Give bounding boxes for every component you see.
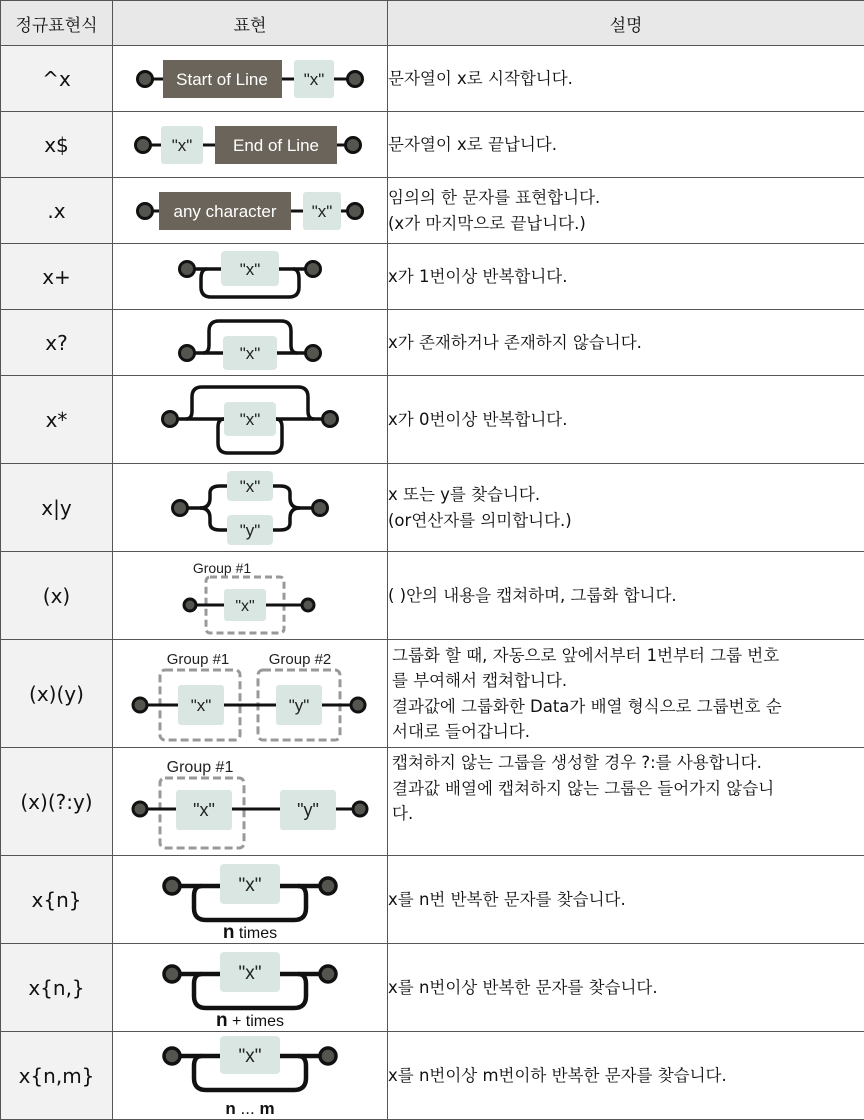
x-token: "x" bbox=[171, 135, 193, 155]
pattern-cell: x{n,m} bbox=[1, 1032, 113, 1120]
description-line: 를 부여해서 캡쳐합니다. bbox=[392, 671, 568, 690]
description-line: (or연산자를 의미합니다.) bbox=[388, 510, 572, 530]
pattern-cell: x* bbox=[1, 376, 113, 464]
group-1-label: Group #1 bbox=[166, 758, 234, 776]
dots-label: ... bbox=[235, 1098, 260, 1118]
n-label: n bbox=[225, 1098, 236, 1118]
x-token: "x" bbox=[239, 259, 261, 279]
description-cell bbox=[388, 46, 864, 112]
m-label: m bbox=[259, 1098, 275, 1118]
pattern-cell: x? bbox=[1, 310, 113, 376]
pattern-cell: (x)(y) bbox=[1, 640, 113, 748]
description-cell bbox=[388, 552, 864, 640]
railroad-diagram bbox=[130, 646, 370, 742]
table-row bbox=[1, 1032, 864, 1120]
table-row bbox=[1, 856, 864, 944]
plus-times-label: + times bbox=[227, 1012, 285, 1030]
description-cell bbox=[388, 376, 864, 464]
railroad-diagram bbox=[135, 187, 365, 235]
any-character-label: any character bbox=[173, 201, 277, 221]
group-1-label: Group #1 bbox=[166, 650, 230, 668]
description-cell bbox=[388, 944, 864, 1032]
x-token: "x" bbox=[190, 695, 212, 715]
pattern-cell: (x)(?:y) bbox=[1, 748, 113, 856]
description-line: 문자열이 x로 시작합니다. bbox=[388, 68, 573, 88]
description-line: x를 n번이상 m번이하 반복한 문자를 찾습니다. bbox=[388, 1065, 727, 1085]
railroad-diagram bbox=[160, 948, 340, 1031]
description-line: x가 0번이상 반복합니다. bbox=[388, 409, 568, 429]
description-line: x 또는 y를 찾습니다. bbox=[388, 484, 541, 504]
railroad-diagram bbox=[130, 754, 370, 850]
railroad-diagram bbox=[175, 249, 325, 305]
description-line: x를 n번이상 반복한 문자를 찾습니다. bbox=[388, 977, 658, 997]
railroad-diagram bbox=[160, 860, 340, 943]
diagram-cell bbox=[113, 244, 388, 310]
diagram-cell bbox=[113, 552, 388, 640]
group-1-label: Group #1 bbox=[192, 559, 252, 576]
table-row bbox=[1, 748, 864, 856]
pattern-cell: ^x bbox=[1, 46, 113, 112]
diagram-cell bbox=[113, 1032, 388, 1120]
pattern-cell: x$ bbox=[1, 112, 113, 178]
description-cell bbox=[388, 856, 864, 944]
description-cell bbox=[388, 310, 864, 376]
description-line: 문자열이 x로 끝납니다. bbox=[388, 134, 557, 154]
x-token: "x" bbox=[239, 476, 261, 496]
x-token: "x" bbox=[239, 409, 261, 429]
railroad-diagram bbox=[135, 55, 365, 103]
group-2-label: Group #2 bbox=[268, 650, 332, 668]
pattern-cell: (x) bbox=[1, 552, 113, 640]
x-token: "x" bbox=[303, 69, 325, 89]
diagram-cell bbox=[113, 640, 388, 748]
table-row bbox=[1, 244, 864, 310]
x-token: "x" bbox=[238, 962, 262, 984]
diagram-cell bbox=[113, 856, 388, 944]
description-line: 그룹화 할 때, 자동으로 앞에서부터 1번부터 그룹 번호 bbox=[392, 645, 780, 665]
n-label: n bbox=[222, 921, 235, 943]
x-token: "x" bbox=[193, 799, 215, 820]
pattern-cell: x|y bbox=[1, 464, 113, 552]
description-line: x를 n번 반복한 문자를 찾습니다. bbox=[388, 889, 626, 909]
n-to-m-label bbox=[225, 1099, 274, 1118]
description-cell bbox=[388, 1032, 864, 1120]
railroad-diagram bbox=[170, 469, 330, 547]
y-token: "y" bbox=[239, 520, 261, 540]
railroad-diagram bbox=[135, 121, 365, 169]
description-cell bbox=[388, 640, 864, 748]
description-cell bbox=[388, 464, 864, 552]
table-row bbox=[1, 376, 864, 464]
start-of-line-label: Start of Line bbox=[176, 69, 268, 89]
x-token: "x" bbox=[238, 874, 262, 896]
pattern-cell: x+ bbox=[1, 244, 113, 310]
pattern-cell: x{n,} bbox=[1, 944, 113, 1032]
diagram-cell bbox=[113, 464, 388, 552]
times-label: times bbox=[234, 924, 278, 942]
x-token: "x" bbox=[311, 201, 333, 221]
description-line: 다. bbox=[392, 804, 414, 823]
description-line: x가 1번이상 반복합니다. bbox=[388, 266, 568, 286]
description-cell bbox=[388, 112, 864, 178]
header-pattern: 정규표현식 bbox=[1, 1, 113, 46]
x-token: "x" bbox=[239, 343, 261, 363]
description-cell bbox=[388, 748, 864, 856]
description-cell bbox=[388, 244, 864, 310]
description-line: ( )안의 내용을 캡쳐하며, 그룹화 합니다. bbox=[388, 585, 677, 605]
description-line: 결과값 배열에 캡쳐하지 않는 그룹은 들어가지 않습니 bbox=[392, 778, 775, 798]
description-line: (x가 마지막으로 끝납니다.) bbox=[388, 213, 586, 233]
description-line: 결과값에 그룹화한 Data가 배열 형식으로 그룹번호 순 bbox=[392, 696, 782, 716]
railroad-diagram bbox=[180, 557, 320, 635]
n-times-label bbox=[223, 922, 277, 943]
pattern-cell: .x bbox=[1, 178, 113, 244]
diagram-cell bbox=[113, 178, 388, 244]
header-description: 설명 bbox=[388, 1, 864, 46]
description-line: 서대로 들어갑니다. bbox=[392, 722, 531, 741]
diagram-cell bbox=[113, 310, 388, 376]
description-cell bbox=[388, 178, 864, 244]
table-row bbox=[1, 112, 864, 178]
header-diagram: 표현 bbox=[113, 1, 388, 46]
table-row bbox=[1, 640, 864, 748]
end-of-line-label: End of Line bbox=[232, 135, 320, 155]
diagram-cell bbox=[113, 748, 388, 856]
table-row bbox=[1, 464, 864, 552]
description-line: 임의의 한 문자를 표현합니다. bbox=[388, 187, 601, 207]
table-row bbox=[1, 310, 864, 376]
railroad-diagram bbox=[175, 315, 325, 371]
x-token: "x" bbox=[238, 1045, 262, 1067]
description-line: x가 존재하거나 존재하지 않습니다. bbox=[388, 332, 642, 352]
pattern-cell: x{n} bbox=[1, 856, 113, 944]
diagram-cell bbox=[113, 376, 388, 464]
table-row bbox=[1, 944, 864, 1032]
n-label: n bbox=[215, 1009, 228, 1031]
n-plus-times-label bbox=[216, 1010, 284, 1031]
railroad-diagram bbox=[160, 1036, 340, 1116]
diagram-cell bbox=[113, 46, 388, 112]
table-row bbox=[1, 178, 864, 244]
table-row bbox=[1, 46, 864, 112]
y-token: "y" bbox=[297, 799, 319, 820]
y-token: "y" bbox=[288, 695, 310, 715]
diagram-cell bbox=[113, 112, 388, 178]
railroad-diagram bbox=[160, 381, 340, 459]
header-row bbox=[1, 1, 864, 46]
description-line: 캡쳐하지 않는 그룹을 생성할 경우 ?:를 사용합니다. bbox=[392, 753, 762, 772]
diagram-cell bbox=[113, 944, 388, 1032]
x-token: "x" bbox=[235, 597, 255, 615]
table-row bbox=[1, 552, 864, 640]
